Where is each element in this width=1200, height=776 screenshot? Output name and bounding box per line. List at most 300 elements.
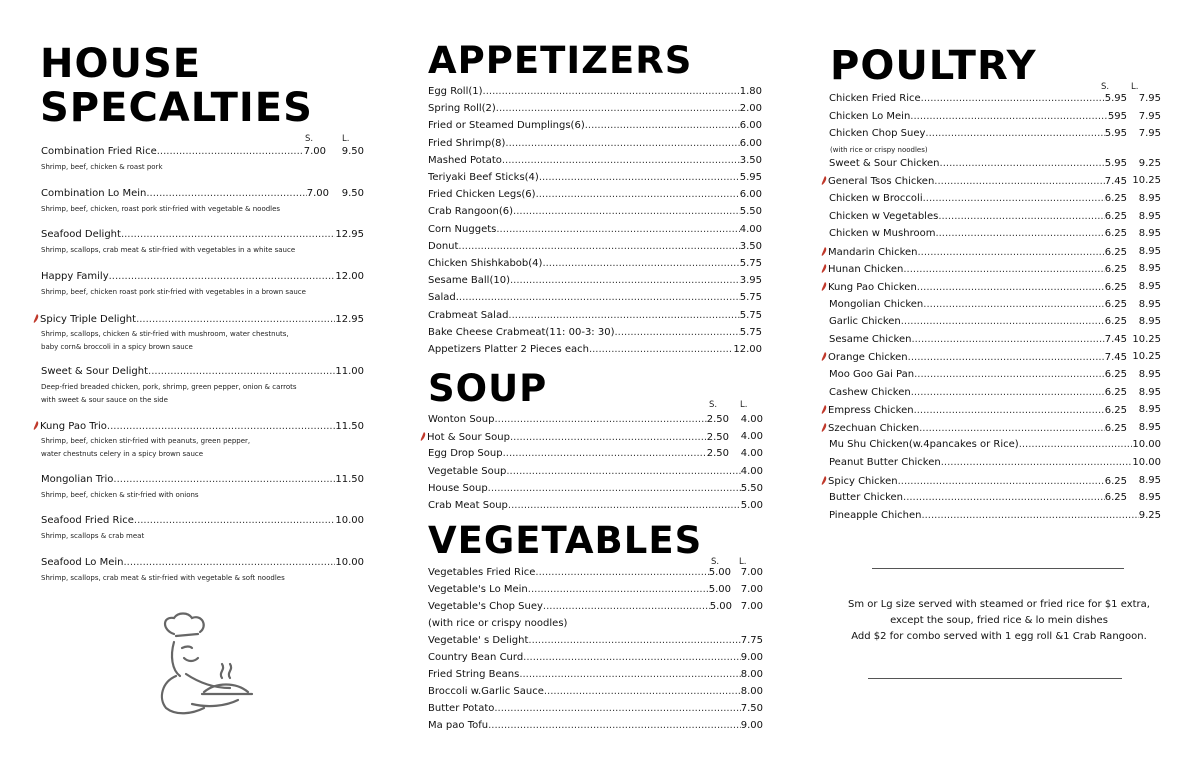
menu-item-name: Crab Rangoon(6) — [428, 206, 514, 218]
menu-item-row — [829, 193, 1127, 204]
dot-leader — [935, 228, 1104, 239]
dot-leader — [911, 387, 1105, 398]
menu-item-description: Shrimp, scallops, crab meat & stir-fried with vegetable & soft noodles — [41, 574, 285, 582]
menu-item-price-large: 4.00 — [740, 431, 763, 443]
menu-item-price: 5.75 — [739, 309, 762, 321]
footer-rule-bottom — [868, 678, 1122, 679]
menu-item-price: 5.00 — [708, 567, 731, 578]
menu-item-row — [33, 420, 364, 432]
footer-rule-top — [872, 568, 1124, 569]
menu-item-row — [428, 414, 729, 425]
veg-size-l: L. — [739, 557, 747, 567]
menu-item-price: 4.00 — [740, 465, 763, 477]
dot-leader — [146, 188, 306, 199]
dot-leader — [921, 93, 1105, 104]
menu-item-price: 10.00 — [1132, 457, 1161, 468]
menu-item-name: Seafood Fried Rice — [41, 515, 134, 526]
dot-leader — [134, 515, 335, 526]
menu-item-price: 6.25 — [1104, 298, 1127, 310]
poultry-size-l: L. — [1131, 82, 1139, 92]
chili-pepper-icon — [33, 314, 39, 323]
dot-leader — [925, 128, 1104, 139]
menu-item-name: Cashew Chicken — [829, 386, 911, 398]
menu-item-price: 6.25 — [1104, 386, 1127, 398]
menu-item-price: 10.00 — [1132, 439, 1161, 451]
menu-item-price-large: 8.95 — [1138, 281, 1161, 292]
menu-item-name: Chicken Chop Suey — [829, 128, 926, 140]
menu-item-price: 10.00 — [335, 557, 364, 568]
menu-item-name: Vegetable's Lo Mein — [428, 584, 528, 595]
menu-item-price-large: 7.00 — [740, 584, 763, 595]
menu-item-price-large: 8.95 — [1138, 193, 1161, 204]
dot-leader — [528, 584, 709, 595]
menu-item-name: Chicken Fried Rice — [829, 93, 921, 104]
menu-item-description: with sweet & sour sauce on the side — [41, 395, 168, 404]
menu-item-row — [428, 500, 763, 511]
menu-item-price-large: 10.25 — [1132, 175, 1161, 187]
menu-item-name: Sweet & Sour Chicken — [829, 157, 940, 169]
chili-pepper-icon — [821, 282, 827, 291]
menu-item-price: 5.95 — [1104, 128, 1127, 140]
menu-item-row — [821, 351, 1127, 363]
menu-item-row — [428, 567, 731, 578]
footer-note — [836, 597, 1162, 645]
menu-item-row — [821, 422, 1127, 434]
chili-pepper-icon — [821, 247, 827, 256]
menu-item-price: 12.95 — [335, 314, 364, 325]
menu-item-name: Teriyaki Beef Sticks(4) — [428, 172, 539, 183]
menu-item-price-large: 7.95 — [1138, 128, 1161, 140]
menu-item-name: Fried or Steamed Dumplings(6) — [428, 120, 585, 132]
menu-item-description: baby corn& broccoli in a spicy brown sauce — [41, 342, 193, 351]
menu-item-name: Crab Meat Soup — [428, 500, 508, 511]
menu-item-name: Kung Pao Trio — [40, 421, 107, 432]
menu-item-price: 3.50 — [739, 154, 762, 166]
menu-item-price: 6.25 — [1104, 369, 1127, 380]
menu-item-name: Combination Lo Mein — [41, 188, 147, 199]
menu-item-price-large: 7.00 — [740, 567, 763, 578]
dot-leader — [923, 193, 1105, 204]
menu-item-price: 6.25 — [1104, 422, 1127, 434]
menu-item-price: 5.95 — [1104, 157, 1127, 169]
dot-leader — [494, 414, 706, 425]
chili-pepper-icon — [821, 176, 827, 185]
menu-item-price-large: 7.00 — [740, 601, 763, 612]
menu-item-name: Fried String Beans — [428, 669, 520, 680]
menu-item-price: 6.25 — [1104, 210, 1127, 222]
menu-item-row — [428, 618, 763, 629]
menu-item-price-large: 8.95 — [1138, 210, 1161, 222]
menu-item-row — [829, 228, 1127, 239]
dot-leader — [543, 601, 710, 612]
dot-leader — [510, 432, 707, 443]
menu-item-price-large: 9.50 — [341, 146, 364, 157]
menu-item-price: 5.00 — [709, 601, 732, 612]
menu-item-name: Hot & Sour Soup — [427, 432, 510, 444]
dot-leader — [1019, 439, 1133, 450]
menu-item-price-large: 7.95 — [1138, 110, 1161, 122]
menu-item-name: Crabmeat Salad — [428, 309, 509, 321]
menu-item-price: 6.25 — [1104, 492, 1127, 504]
menu-item-price: 7.45 — [1104, 333, 1127, 345]
menu-item-price: 5.00 — [708, 584, 731, 595]
chili-pepper-icon — [821, 405, 827, 414]
menu-item-name: Mandarin Chicken — [828, 246, 918, 258]
menu-item-row — [821, 246, 1127, 258]
menu-item-price: 5.75 — [739, 326, 762, 338]
dot-leader — [921, 510, 1138, 521]
menu-item-row — [428, 120, 762, 131]
menu-item-row — [829, 93, 1127, 104]
menu-item-price: 6.00 — [739, 120, 762, 132]
menu-item-name: Orange Chicken — [828, 352, 908, 364]
dot-leader — [519, 669, 740, 680]
menu-item-row — [428, 483, 763, 494]
menu-item-name: (with rice or crispy noodles) — [428, 618, 568, 629]
menu-item-row — [428, 206, 762, 217]
chili-pepper-icon — [33, 421, 39, 430]
menu-item-price-large: 8.95 — [1138, 316, 1161, 328]
dot-leader — [109, 271, 336, 282]
dot-leader — [510, 275, 740, 286]
menu-item-price: 9.25 — [1138, 509, 1161, 521]
chili-pepper-icon — [821, 264, 827, 273]
menu-item-name: Kung Pao Chicken — [828, 282, 917, 293]
veg-size-s: S. — [711, 557, 720, 567]
dot-leader — [506, 466, 740, 477]
menu-item-price: 6.25 — [1104, 264, 1127, 276]
menu-item-price: 595 — [1107, 110, 1127, 122]
menu-item-name: Vegetable's Chop Suey — [428, 601, 543, 612]
dot-leader — [938, 211, 1104, 222]
menu-item-price-large: 9.25 — [1138, 157, 1161, 169]
menu-item-description: Shrimp, scallops, chicken & stir-fried with mushroom, water chestnuts, — [41, 330, 289, 338]
menu-item-price: 7.00 — [306, 188, 329, 199]
house-size-s: S. — [305, 134, 314, 144]
dot-leader — [539, 172, 740, 183]
dot-leader — [919, 423, 1105, 434]
dot-leader — [523, 652, 741, 663]
menu-item-row — [428, 224, 762, 235]
menu-item-price-large: 4.00 — [740, 448, 763, 460]
menu-item-row — [829, 211, 1127, 222]
menu-item-name: Corn Nuggets — [428, 223, 497, 235]
menu-item-price-large: 8.95 — [1138, 404, 1161, 416]
dot-leader — [535, 567, 708, 578]
dot-leader — [910, 111, 1108, 122]
menu-item-price: 6.25 — [1104, 282, 1127, 293]
menu-item-price: 7.50 — [740, 703, 763, 714]
dot-leader — [107, 421, 335, 432]
menu-item-name: Donut — [428, 240, 459, 252]
menu-item-price-large: 8.95 — [1138, 263, 1161, 275]
menu-item-row — [428, 652, 763, 663]
menu-item-price-large: 8.95 — [1138, 228, 1161, 240]
menu-item-price: 7.45 — [1104, 352, 1127, 364]
dot-leader — [157, 146, 304, 157]
dot-leader — [503, 448, 707, 459]
menu-item-description: Shrimp, scallops & crab meat — [41, 532, 145, 540]
menu-item-price: 5.75 — [739, 258, 762, 269]
chop-suey-note: (with rice or crispy noodles) — [830, 146, 928, 154]
menu-item-price: 6.00 — [739, 137, 762, 149]
menu-item-row — [41, 188, 329, 199]
menu-item-description: Shrimp, beef, chicken & stir-fried with onions — [41, 491, 199, 499]
menu-item-name: Spring Roll(2) — [428, 103, 496, 115]
menu-item-price-large: 8.95 — [1138, 492, 1161, 504]
menu-item-row — [428, 155, 762, 166]
menu-item-row — [428, 669, 763, 680]
footer-line2: except the soup, fried rice & lo mein dishes — [890, 615, 1108, 626]
menu-item-price: 11.50 — [335, 421, 364, 432]
menu-item-name: Country Bean Curd — [428, 652, 524, 663]
menu-item-name: Spicy Triple Delight — [40, 314, 137, 325]
menu-item-row — [41, 474, 364, 485]
dot-leader — [508, 500, 741, 511]
menu-item-name: Butter Potato — [428, 703, 495, 714]
menu-item-price-large: 8.95 — [1138, 421, 1161, 433]
menu-item-row — [829, 492, 1127, 503]
menu-item-name: Peanut Butter Chicken — [829, 457, 941, 468]
menu-item-row — [41, 557, 364, 568]
menu-item-price: 6.25 — [1104, 475, 1127, 487]
menu-item-row — [41, 515, 364, 526]
menu-item-row — [428, 310, 762, 321]
dot-leader — [496, 103, 740, 114]
menu-item-row — [829, 439, 1161, 450]
house-title-line1: HOUSE — [40, 41, 202, 87]
dot-leader — [508, 310, 739, 321]
menu-item-row — [41, 146, 326, 157]
dot-leader — [941, 457, 1133, 468]
poultry-size-s: S. — [1101, 82, 1110, 92]
menu-item-name: Spicy Chicken — [828, 475, 898, 487]
menu-item-row — [829, 128, 1127, 139]
menu-item-description: Shrimp, scallops, crab meat & stir-fried with vegetables in a white sauce — [41, 246, 296, 254]
menu-item-price: 12.95 — [335, 229, 364, 240]
dot-leader — [496, 224, 739, 235]
menu-item-price: 7.45 — [1104, 176, 1127, 188]
menu-item-row — [829, 387, 1127, 398]
menu-item-price: 2.50 — [706, 414, 729, 425]
menu-item-row — [428, 241, 762, 252]
dot-leader — [113, 474, 335, 485]
dot-leader — [488, 720, 741, 731]
menu-item-row — [41, 366, 364, 377]
menu-item-name: Sweet & Sour Delight — [41, 366, 149, 377]
menu-item-price: 1.80 — [739, 86, 762, 97]
menu-item-description: Shrimp, beef, chicken, roast pork stir-fried with vegetable & noodles — [41, 205, 281, 213]
menu-item-name: Chicken w Mushroom — [829, 228, 936, 240]
menu-item-name: Vegetable Soup — [428, 465, 507, 477]
menu-item-price: 10.00 — [335, 515, 364, 526]
footer-line1: Sm or Lg size served with steamed or fried rice for $1 extra, — [848, 599, 1150, 610]
menu-item-name: Chicken Lo Mein — [829, 110, 911, 122]
menu-item-row — [420, 431, 729, 443]
menu-item-row — [829, 510, 1161, 521]
menu-item-price: 11.50 — [335, 474, 364, 485]
menu-item-row — [428, 703, 763, 714]
menu-item-price: 6.25 — [1104, 405, 1127, 417]
soup-size-s: S. — [709, 400, 718, 410]
menu-item-row — [428, 686, 763, 697]
chili-pepper-icon — [821, 423, 827, 432]
menu-item-price: 7.75 — [740, 635, 763, 646]
dot-leader — [513, 206, 740, 217]
menu-item-name: Empress Chicken — [828, 405, 914, 417]
dot-leader — [908, 352, 1105, 363]
dot-leader — [911, 334, 1104, 345]
menu-item-description: Shrimp, beef, chicken stir-fried with peanuts, green pepper, — [41, 437, 251, 445]
menu-item-row — [41, 229, 364, 240]
menu-item-price: 9.00 — [740, 720, 763, 731]
menu-item-description: Shrimp, beef, chicken & roast pork — [41, 163, 163, 171]
menu-item-price-large: 8.95 — [1138, 245, 1161, 257]
menu-item-price: 11.00 — [335, 366, 364, 377]
menu-item-row — [428, 275, 762, 286]
menu-item-name: Moo Goo Gai Pan — [829, 369, 915, 380]
menu-item-row — [821, 281, 1127, 293]
menu-item-row — [829, 316, 1127, 327]
menu-item-name: Happy Family — [41, 271, 109, 282]
vegetables-title: VEGETABLES — [428, 519, 703, 562]
menu-item-price: 2.00 — [739, 103, 762, 115]
dot-leader — [124, 557, 336, 568]
menu-item-price-large: 8.95 — [1138, 298, 1161, 310]
menu-item-price: 3.50 — [739, 240, 762, 252]
dot-leader — [903, 492, 1105, 503]
menu-item-row — [428, 601, 732, 612]
menu-item-name: Broccoli w.Garlic Sauce — [428, 686, 544, 697]
menu-item-row — [829, 369, 1127, 380]
menu-item-name: Salad. — [428, 292, 459, 304]
appetizers-title: APPETIZERS — [428, 39, 693, 82]
dot-leader — [458, 241, 739, 252]
menu-item-name: Ma pao Tofu — [428, 720, 489, 731]
chef-illustration — [152, 612, 256, 718]
menu-item-price: 6.00 — [739, 189, 762, 201]
menu-item-row — [428, 720, 763, 731]
dot-leader — [903, 264, 1104, 275]
menu-item-name: General Tsos Chicken — [828, 176, 935, 188]
menu-item-name: Sesame Chicken — [829, 333, 912, 345]
dot-leader — [901, 316, 1105, 327]
menu-item-price-large: 4.00 — [740, 414, 763, 425]
menu-item-name: Chicken Shishkabob(4) — [428, 258, 543, 269]
menu-item-description: water chestnuts celery in a spicy brown sauce — [41, 449, 204, 458]
poultry-title: POULTRY — [830, 43, 1037, 89]
menu-item-row — [829, 111, 1127, 122]
dot-leader — [923, 299, 1104, 310]
menu-item-row — [428, 292, 762, 303]
menu-item-row — [829, 158, 1127, 169]
menu-item-row — [821, 175, 1127, 187]
menu-item-price-large: 10.25 — [1132, 351, 1161, 363]
menu-item-name: Mu Shu Chicken(w.4pancakes or Rice) — [829, 439, 1019, 451]
menu-item-row — [428, 466, 763, 477]
menu-item-name: Chicken w Vegetables — [829, 210, 939, 222]
menu-item-name: Wonton Soup — [428, 414, 495, 425]
menu-item-price: 12.00 — [335, 271, 364, 282]
menu-item-row — [33, 313, 364, 325]
menu-item-row — [821, 475, 1127, 487]
menu-item-description: Deep-fried breaded chicken, pork, shrimp, green pepper, onion & carrots — [41, 383, 297, 391]
menu-item-name: Bake Cheese Crabmeat(11: 00-3: 30) — [428, 326, 615, 338]
footer-line3: Add $2 for combo served with 1 egg roll &1 Crab Rangoon. — [851, 631, 1147, 642]
menu-item-price: 8.00 — [740, 669, 763, 680]
menu-item-row — [428, 103, 762, 114]
menu-item-price: 5.95 — [1104, 93, 1127, 104]
dot-leader — [136, 314, 335, 325]
dot-leader — [898, 476, 1105, 487]
menu-item-row — [428, 344, 762, 355]
menu-item-row — [829, 299, 1127, 310]
menu-item-price: 6.25 — [1104, 316, 1127, 328]
menu-item-name: Butter Chicken — [829, 492, 904, 504]
menu-item-name: Chicken w Broccoli — [829, 193, 923, 204]
menu-item-price: 8.00 — [740, 686, 763, 697]
menu-item-price: 3.95 — [739, 275, 762, 287]
menu-item-price: 2.50 — [706, 432, 729, 444]
dot-leader — [505, 138, 739, 149]
menu-item-name: Pineapple Chichen — [829, 509, 922, 521]
menu-item-name: Hunan Chicken — [828, 264, 904, 276]
dot-leader — [483, 86, 740, 97]
dot-leader — [544, 686, 741, 697]
menu-item-row — [829, 457, 1161, 468]
menu-item-name: Seafood Delight — [41, 229, 121, 240]
chili-pepper-icon — [821, 476, 827, 485]
menu-item-name: Egg Roll(1) — [428, 86, 483, 97]
menu-item-row — [428, 189, 762, 200]
dot-leader — [914, 369, 1105, 380]
house-title-line2: SPECALTIES — [40, 85, 313, 131]
menu-item-row — [428, 327, 762, 338]
menu-item-name: Fried Shrimp(8) — [428, 137, 506, 149]
menu-item-price: 6.25 — [1104, 193, 1127, 204]
menu-item-name: Mongolian Chicken — [829, 298, 924, 310]
menu-item-row — [428, 138, 762, 149]
dot-leader — [494, 703, 740, 714]
dot-leader — [585, 120, 740, 131]
menu-item-row — [428, 172, 762, 183]
dot-leader — [914, 405, 1105, 416]
chili-pepper-icon — [821, 352, 827, 361]
menu-item-row — [428, 635, 763, 646]
dot-leader — [934, 176, 1104, 187]
menu-item-name: Mashed Potato — [428, 154, 502, 166]
menu-item-name: Szechuan Chicken — [828, 422, 920, 434]
menu-item-row — [821, 404, 1127, 416]
menu-item-name: Egg Drop Soup — [428, 448, 503, 460]
dot-leader — [917, 282, 1105, 293]
menu-item-price: 7.00 — [303, 146, 326, 157]
menu-item-name: Garlic Chicken — [829, 316, 901, 328]
menu-item-name: Sesame Ball(10) — [428, 275, 510, 287]
menu-item-name: Combination Fried Rice — [41, 146, 157, 157]
dot-leader — [148, 366, 335, 377]
menu-item-row — [428, 86, 762, 97]
dot-leader — [528, 635, 740, 646]
menu-item-row — [821, 263, 1127, 275]
menu-item-row — [428, 448, 729, 459]
menu-item-price: 5.00 — [740, 500, 763, 511]
menu-item-name: Vegetable' s Delight — [428, 635, 529, 646]
menu-item-price: 5.50 — [739, 206, 762, 218]
dot-leader — [502, 155, 740, 166]
menu-item-name: Fried Chicken Legs(6) — [428, 189, 536, 201]
menu-item-price: 5.95 — [739, 172, 762, 183]
